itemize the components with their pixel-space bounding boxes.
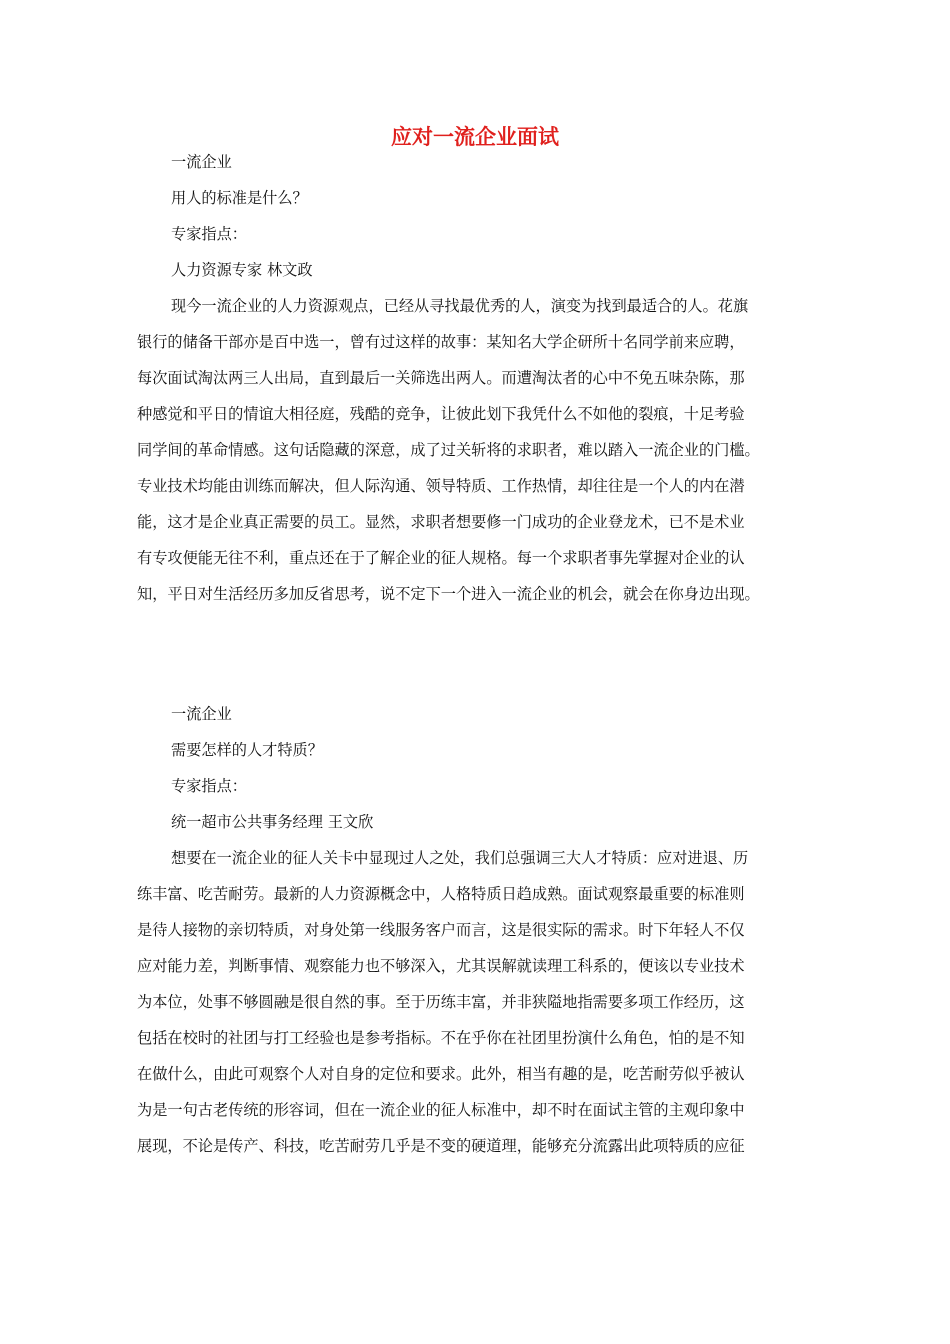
section1-paragraph-line: 能，这才是企业真正需要的员工。显然，求职者想要修一门成功的企业登龙术，已不是术业: [137, 513, 745, 531]
section2-question: 需要怎样的人才特质？: [171, 741, 323, 759]
section1-paragraph-line: 每次面试淘汰两三人出局，直到最后一关筛选出两人。而遭淘汰者的心中不免五味杂陈，那: [137, 369, 745, 387]
section1-question: 用人的标准是什么？: [171, 189, 308, 207]
section2-paragraph-line: 为本位，处事不够圆融是很自然的事。至于历练丰富，并非狭隘地指需要多项工作经历，这: [137, 993, 745, 1011]
section1-paragraph-line: 有专攻便能无往不利，重点还在于了解企业的征人规格。每一个求职者事先掌握对企业的认: [137, 549, 745, 567]
section1-paragraph-line: 知，平日对生活经历多加反省思考，说不定下一个进入一流企业的机会，就会在你身边出现。: [137, 585, 760, 603]
document-title: 应对一流企业面试: [391, 124, 559, 149]
section2-paragraph-line: 展现，不论是传产、科技，吃苦耐劳几乎是不变的硬道理，能够充分流露出此项特质的应征: [137, 1137, 745, 1155]
section1-heading: 一流企业: [171, 153, 232, 171]
section1-paragraph-line: 同学间的革命情感。这句话隐藏的深意，成了过关斩将的求职者，难以踏入一流企业的门槛。: [137, 441, 760, 459]
section1-paragraph-line: 现今一流企业的人力资源观点，已经从寻找最优秀的人，演变为找到最适合的人。花旗: [171, 297, 749, 315]
section1-paragraph-line: 种感觉和平日的情谊大相径庭，残酷的竞争，让彼此划下我凭什么不如他的裂痕，十足考验: [137, 405, 745, 423]
section2-paragraph-line: 练丰富、吃苦耐劳。最新的人力资源概念中，人格特质日趋成熟。面试观察最重要的标准则: [137, 885, 745, 903]
section1-paragraph-line: 银行的储备干部亦是百中选一，曾有过这样的故事：某知名大学企研所十名同学前来应聘，: [137, 333, 745, 351]
section1-expert: 人力资源专家 林文政: [171, 261, 313, 279]
section2-paragraph-line: 为是一句古老传统的形容词，但在一流企业的征人标准中，却不时在面试主管的主观印象中: [137, 1101, 745, 1119]
section2-expert-label: 专家指点：: [171, 777, 247, 795]
section2-expert: 统一超市公共事务经理 王文欣: [171, 813, 374, 831]
section2-paragraph-line: 包括在校时的社团与打工经验也是参考指标。不在乎你在社团里扮演什么角色，怕的是不知: [137, 1029, 745, 1047]
section2-paragraph-line: 应对能力差，判断事情、观察能力也不够深入，尤其误解就读理工科系的，便该以专业技术: [137, 957, 745, 975]
section1-paragraph-line: 专业技术均能由训练而解决，但人际沟通、领导特质、工作热情，却往往是一个人的内在潜: [137, 477, 745, 495]
section2-heading: 一流企业: [171, 705, 232, 723]
section2-paragraph-line: 是待人接物的亲切特质，对身处第一线服务客户而言，这是很实际的需求。时下年轻人不仅: [137, 921, 745, 939]
section1-expert-label: 专家指点：: [171, 225, 247, 243]
section2-paragraph-line: 想要在一流企业的征人关卡中显现过人之处，我们总强调三大人才特质：应对进退、历: [171, 849, 749, 867]
section2-paragraph-line: 在做什么，由此可观察个人对自身的定位和要求。此外，相当有趣的是，吃苦耐劳似乎被认: [137, 1065, 745, 1083]
